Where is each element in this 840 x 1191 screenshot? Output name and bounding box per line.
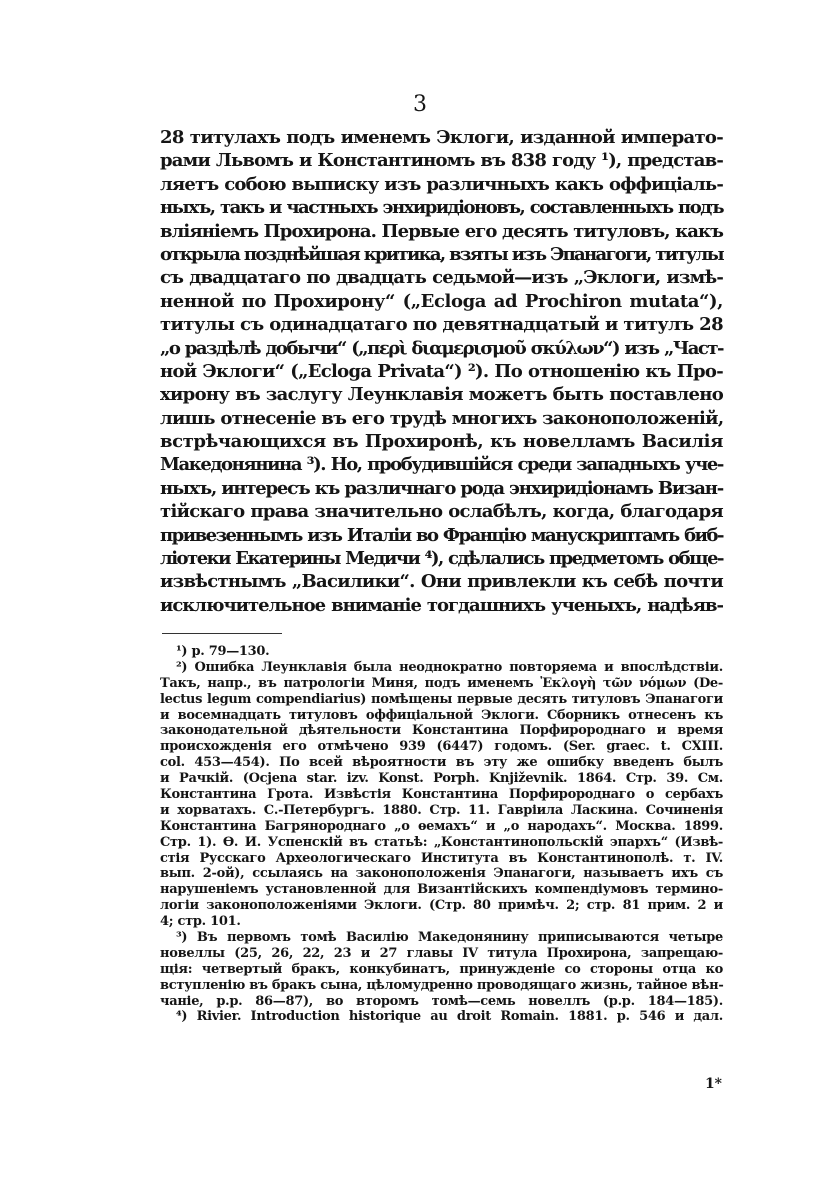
sheet-signature: 1*: [704, 1076, 722, 1092]
footnote-line: col. 453—454). По всей вѣроятности въ эту же ошибку введенъ былъ: [160, 755, 723, 771]
footnote-line: Стр. 1). Ѳ. И. Успенскій въ статьѣ: „Константинопольскій эпархъ“ (Извѣ-: [160, 834, 723, 850]
footnote-line: новеллы (25, 26, 22, 23 и 27 главы IV титула Прохирона, запрещаю-: [160, 945, 723, 961]
footnote-line: и хорватахъ. С.-Петербургъ. 1880. Стр. 11. Гавріила Ласкина. Сочиненія: [160, 802, 723, 818]
text-line: ненной по Прохирону“ („Ecloga ad Prochiron mutata“),: [160, 290, 723, 312]
text-line: 28 титулахъ подъ именемъ Эклоги, изданной императо-: [160, 127, 723, 148]
footnote-line: стія Русскаго Археологическаго Института въ Константинополѣ. т. IV.: [160, 850, 723, 866]
footnote-line: и Рачкій. (Ocjena star. izv. Konst. Porph. Književnik. 1864. Стр. 39. См.: [160, 771, 723, 787]
footnote-line: ¹) p. 79—130.: [176, 644, 270, 659]
text-line: ныхъ, интересъ къ различнаго рода энхиридіонамъ Визан-: [160, 477, 723, 499]
footnote-line: ⁴) Rivier. Introduction historique au droit Romain. 1881. p. 546 и дал.: [176, 1009, 723, 1025]
text-line: извѣстнымъ „Василики“. Они привлекли къ себѣ почти: [160, 571, 723, 593]
footnote-line: ³) Въ первомъ томѣ Василію Македонянину приписываются четыре: [176, 930, 723, 946]
text-line: титулы съ одинадцатаго по девятнадцатый и титулъ 28: [160, 314, 723, 336]
text-line: хирону въ заслугу Леунклавія можетъ быть поставлено: [160, 384, 723, 406]
text-line: „о раздѣлѣ добычи“ („περὶ διαμερισμοῦ σκύλων“) изъ „Част-: [160, 337, 723, 359]
text-line: рами Львомъ и Константиномъ въ 838 году ¹), представ-: [160, 150, 723, 172]
footnote-line: нарушеніемъ установленной для Византійскихъ компендіумовъ термино-: [160, 882, 723, 898]
text-line: съ двадцатаго по двадцать седьмой—изъ „Эклоги, измѣ-: [160, 267, 723, 289]
text-line: ляетъ собою выписку изъ различныхъ какъ оффиціаль-: [160, 173, 723, 195]
footnote-line: логіи законоположеніями Эклоги. (Стр. 80 примѣч. 2; стр. 81 прим. 2 и: [160, 898, 723, 914]
page-number: 3: [413, 92, 427, 117]
main-text: [160, 126, 723, 617]
text-line: ныхъ, такъ и частныхъ энхиридіоновъ, составленныхъ подъ: [160, 197, 723, 219]
text-line: исключительное вниманіе тогдашнихъ ученыхъ, надѣяв-: [160, 594, 723, 616]
footnote-line: и восемнадцать титуловъ оффиціальной Эклоги. Сборникъ отнесенъ къ: [160, 707, 723, 723]
footnote-line: щія: четвертый бракъ, конкубинатъ, принужденіе со стороны отца ко: [160, 961, 723, 977]
footnote-line: Константина Грота. Извѣстія Константина Порфиророднаго о сербахъ: [160, 787, 723, 803]
footnote-line: lectus legum compendiarius) помѣщены первые десять титуловъ Эпанагоги: [160, 691, 723, 707]
footnote-line: вып. 2-ой), ссылаясь на законоположенія Эпанагоги, называетъ ихъ съ: [160, 866, 723, 882]
footnote-separator: [162, 633, 282, 634]
text-line: тійскаго права значительно ослабѣлъ, когда, благодаря: [160, 501, 723, 523]
text-line: ліотеки Екатерины Медичи ⁴), сдѣлались предметомъ обще-: [160, 548, 723, 570]
footnote-line: происхожденія его отмѣчено 939 (6447) годомъ. (Ser. graec. t. CXIII.: [160, 739, 723, 755]
text-line: Македонянина ³). Но, пробудившійся среди западныхъ уче-: [160, 454, 723, 476]
footnote-line: ²) Ошибка Леунклавія была неоднократно повторяема и впослѣдствіи.: [176, 659, 723, 675]
text-line: открыла позднѣйшая критика, взяты изъ Эпанагоги, титулы: [160, 243, 723, 265]
footnote-line: чаніе, p.p. 86—87), во второмъ томѣ—семь новеллъ (p.p. 184—185).: [160, 993, 723, 1009]
text-line: ной Эклоги“ („Ecloga Privata“) ²). По отношенію къ Про-: [160, 360, 723, 382]
text-line: лишь отнесеніе въ его трудѣ многихъ законоположеній,: [160, 407, 724, 429]
footnote-line: Такъ, напр., въ патрологіи Миня, подъ именемъ Ἐκλογὴ τῶν νόμων (De-: [160, 675, 723, 691]
text-line: вліяніемъ Прохирона. Первые его десять титуловъ, какъ: [160, 220, 723, 242]
text-line: встрѣчающихся въ Прохиронѣ, къ новелламъ Василія: [160, 431, 723, 453]
footnotes: [160, 644, 723, 1025]
footnote-line: вступленію въ бракъ сына, цѣломудренно проводящаго жизнь, тайное вѣн-: [160, 977, 724, 993]
footnote-line: 4; стр. 101.: [160, 914, 241, 930]
footnote-line: законодательной дѣятельности Константина Порфиророднаго и время: [160, 723, 723, 739]
text-line: привезеннымъ изъ Италіи во Францію манускриптамъ биб-: [160, 524, 723, 546]
footnote-line: Константина Багрянороднаго „о ѳемахъ“ и „о народахъ“. Москва. 1899.: [160, 818, 723, 834]
